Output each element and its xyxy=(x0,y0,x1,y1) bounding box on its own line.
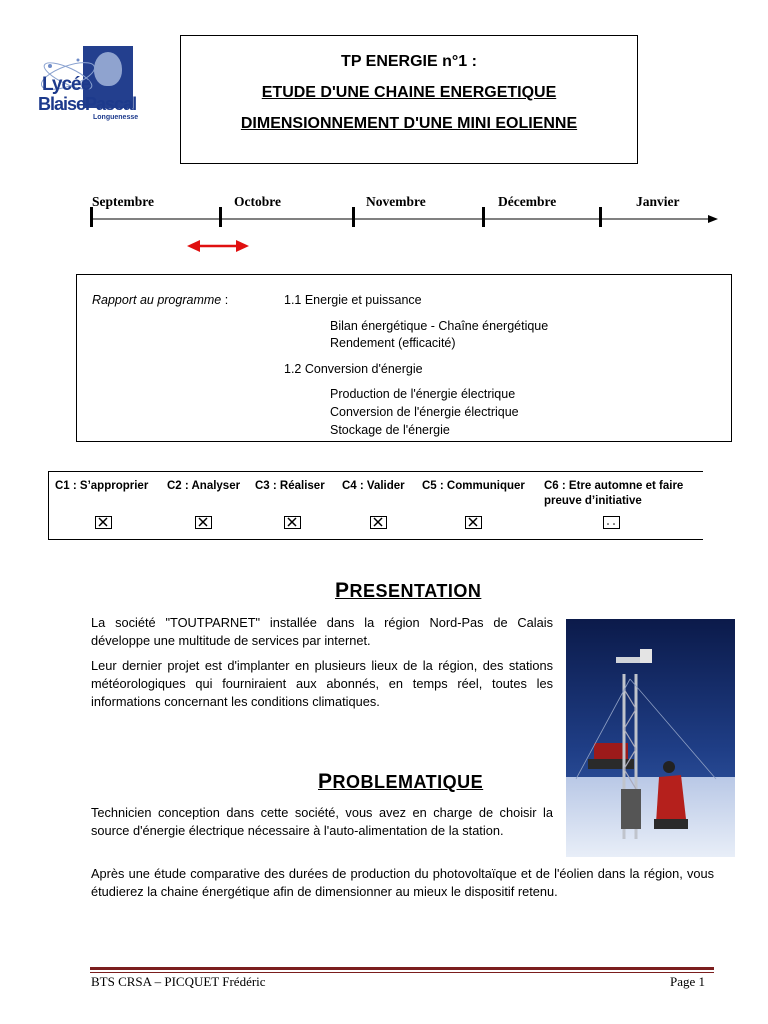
competence-label: C3 : Réaliser xyxy=(255,480,325,492)
unchecked-box-icon[interactable] xyxy=(603,516,620,529)
checked-box-icon[interactable] xyxy=(195,516,212,529)
programme-item: Bilan énergétique - Chaîne énergétique xyxy=(330,319,549,333)
programme-item: Conversion de l'énergie électrique xyxy=(330,405,519,419)
weather-station-photo xyxy=(566,619,735,857)
competence-label: C5 : Communiquer xyxy=(422,480,525,492)
title-box xyxy=(180,35,638,164)
problematique-heading: PROBLEMATIQUE xyxy=(318,770,484,793)
programme-section-heading: 1.2 Conversion d'énergie xyxy=(284,362,423,376)
programme-label: Rapport au programme : xyxy=(92,293,229,307)
programme-item: Stockage de l'énergie xyxy=(330,423,450,437)
programme-item: Production de l'énergie électrique xyxy=(330,387,516,401)
footer-rule-thin xyxy=(90,972,714,973)
footer-page-number: Page 1 xyxy=(670,974,706,989)
month-label: Septembre xyxy=(92,194,154,209)
checked-box-icon[interactable] xyxy=(95,516,112,529)
title-line-3: DIMENSIONNEMENT D'UNE MINI EOLIENNE xyxy=(240,115,578,132)
school-logo xyxy=(38,46,139,126)
month-label: Novembre xyxy=(366,194,426,209)
checked-box-icon[interactable] xyxy=(284,516,301,529)
competence-label: C6 : Etre automne et faire preuve d’initiative xyxy=(544,480,684,507)
competence-label: C2 : Analyser xyxy=(167,480,241,492)
period-arrow-icon xyxy=(187,240,249,252)
title-line-1: TP ENERGIE n°1 : xyxy=(341,53,477,70)
logo-text-town: Longuenesse xyxy=(93,114,139,121)
competence-label: C4 : Valider xyxy=(342,480,405,492)
month-label: Janvier xyxy=(636,194,680,209)
problematique-paragraph-2: Après une étude comparative des durées de production du photovoltaïque et de l'éolien dans la région, vous étudierez la chaine énergétique afin de dimensionner au mieux le dispositif retenu. xyxy=(91,866,714,899)
programme-item: Rendement (efficacité) xyxy=(330,336,456,350)
logo-text-name: BlaisePascal xyxy=(38,94,137,114)
competence-label: C1 : S’approprier xyxy=(55,480,149,492)
logo-text-lycee: Lycée xyxy=(42,74,91,95)
competences-table xyxy=(48,471,703,540)
programme-box xyxy=(76,274,732,442)
problematique-paragraph-1: Technicien conception dans cette société, vous avez en charge de choisir la source d'énergie électrique nécessaire à l'auto-alimentation de la station. xyxy=(91,805,553,838)
presentation-paragraph-1: La société "TOUTPARNET" installée dans la région Nord-Pas de Calais développe une multitude de services par internet. xyxy=(91,615,553,648)
month-label: Décembre xyxy=(498,194,557,209)
month-label: Octobre xyxy=(234,194,281,209)
checked-box-icon[interactable] xyxy=(465,516,482,529)
presentation-heading: PRESENTATION xyxy=(335,579,482,602)
presentation-paragraph-2: Leur dernier projet est d'implanter en plusieurs lieux de la région, des stations météorologiques qui fourniraient aux abonnés, en temps réel, toutes les informations concernant les conditions climatiques. xyxy=(91,658,553,709)
title-line-2: ETUDE D'UNE CHAINE ENERGETIQUE xyxy=(261,84,557,101)
checked-box-icon[interactable] xyxy=(370,516,387,529)
programme-section-heading: 1.1 Energie et puissance xyxy=(284,293,422,307)
footer-author: BTS CRSA – PICQUET Frédéric xyxy=(91,974,266,989)
footer-rule xyxy=(90,967,714,970)
